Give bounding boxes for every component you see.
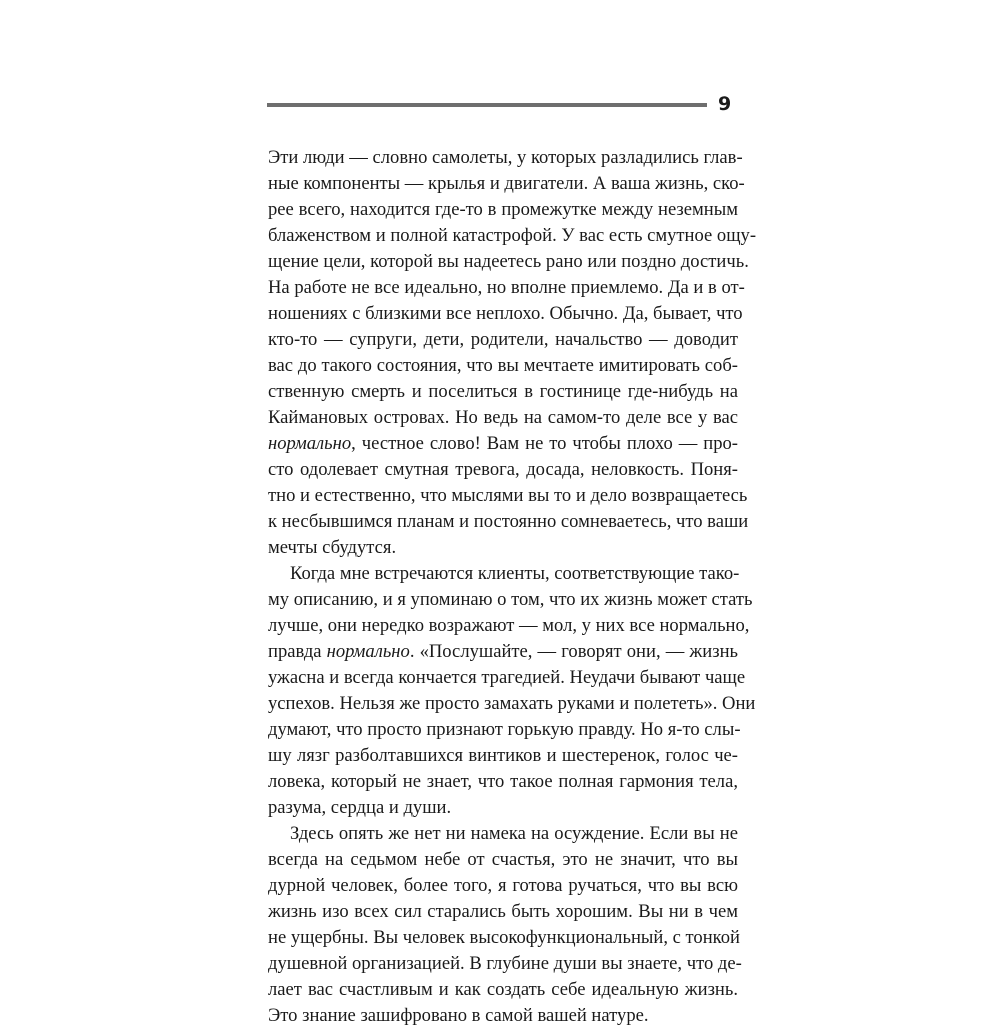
text-line: тно и естественно, что мыслями вы то и дело возвращаетесь: [268, 485, 748, 506]
text-line: Когда мне встречаются клиенты, соответствующие тако-: [290, 563, 740, 584]
text-segment: , честное слово! Вам не то чтобы плохо — про-: [351, 433, 738, 454]
text-line: разума, сердца и души.: [268, 797, 452, 818]
text-line: жизнь изо всех сил старались быть хорошим. Вы ни в чем: [268, 901, 738, 922]
paragraph: [268, 561, 756, 821]
text-line: Здесь опять же нет ни намека на осуждение. Если вы не: [290, 823, 738, 844]
text-line: лучше, они нередко возражают — мол, у них все нормально,: [268, 615, 750, 636]
text-segment: . «Послушайте, — говорят они, — жизнь: [409, 641, 739, 662]
text-line: му описанию, и я упоминаю о том, что их жизнь может стать: [268, 589, 753, 610]
text-line: ственную смерть и поселиться в гостинице где-нибудь на: [268, 381, 738, 402]
text-line: Каймановых островах. Но ведь на самом-то деле все у вас: [268, 407, 738, 428]
text-line: вас до такого состояния, что вы мечтаете имитировать соб-: [268, 355, 738, 376]
text-line: кто-то — супруги, дети, родители, начальство — доводит: [268, 329, 738, 350]
text-line: шу лязг разболтавшихся винтиков и шестеренок, голос че-: [268, 745, 738, 766]
text-line: На работе не все идеально, но вполне приемлемо. Да и в от-: [268, 277, 745, 298]
text-line: не ущербны. Вы человек высокофункциональный, с тонкой: [268, 927, 740, 948]
header-rule: [267, 103, 707, 107]
text-line: ношениях с близкими все неплохо. Обычно. Да, бывает, что: [268, 303, 743, 324]
text-line: щение цели, которой вы надеетесь рано или поздно достичь.: [268, 251, 749, 272]
text-line: душевной организацией. В глубине души вы знаете, что де-: [268, 953, 742, 974]
text-line: мечты сбудутся.: [268, 537, 397, 558]
text-line: к несбывшимся планам и постоянно сомневаетесь, что ваши: [268, 511, 749, 532]
italic-emphasis: нормально: [326, 641, 410, 662]
text-line: сто одолевает смутная тревога, досада, неловкость. Поня-: [268, 459, 738, 480]
text-line: ловека, который не знает, что такое полная гармония тела,: [268, 771, 738, 792]
text-line: блаженством и полной катастрофой. У вас есть смутное ощу-: [268, 225, 757, 246]
text-line: лает вас счастливым и как создать себе идеальную жизнь.: [268, 979, 738, 1000]
text-line: Это знание зашифровано в самой вашей натуре.: [268, 1005, 649, 1026]
paragraph: [268, 145, 757, 561]
text-line: ужасна и всегда кончается трагедией. Неудачи бывают чаще: [268, 667, 746, 688]
italic-emphasis: нормально: [268, 433, 352, 454]
text-line: рее всего, находится где-то в промежутке между неземным: [268, 199, 738, 220]
text-line: дурной человек, более того, я готова ручаться, что вы всю: [268, 875, 738, 896]
paragraph: [268, 821, 742, 1029]
page-number: 9: [718, 93, 732, 115]
text-segment: правда: [268, 641, 327, 662]
text-line: думают, что просто признают горькую правду. Но я-то слы-: [268, 719, 741, 740]
text-line: ные компоненты — крылья и двигатели. А ваша жизнь, ско-: [268, 173, 745, 194]
text-line: [268, 431, 738, 457]
text-line: всегда на седьмом небе от счастья, это не значит, что вы: [268, 849, 738, 870]
text-line: [268, 639, 738, 665]
text-line: успехов. Нельзя же просто замахать руками и полететь». Они: [268, 693, 756, 714]
text-line: Эти люди — словно самолеты, у которых разладились глав-: [268, 147, 743, 168]
body-text: [268, 145, 757, 1029]
